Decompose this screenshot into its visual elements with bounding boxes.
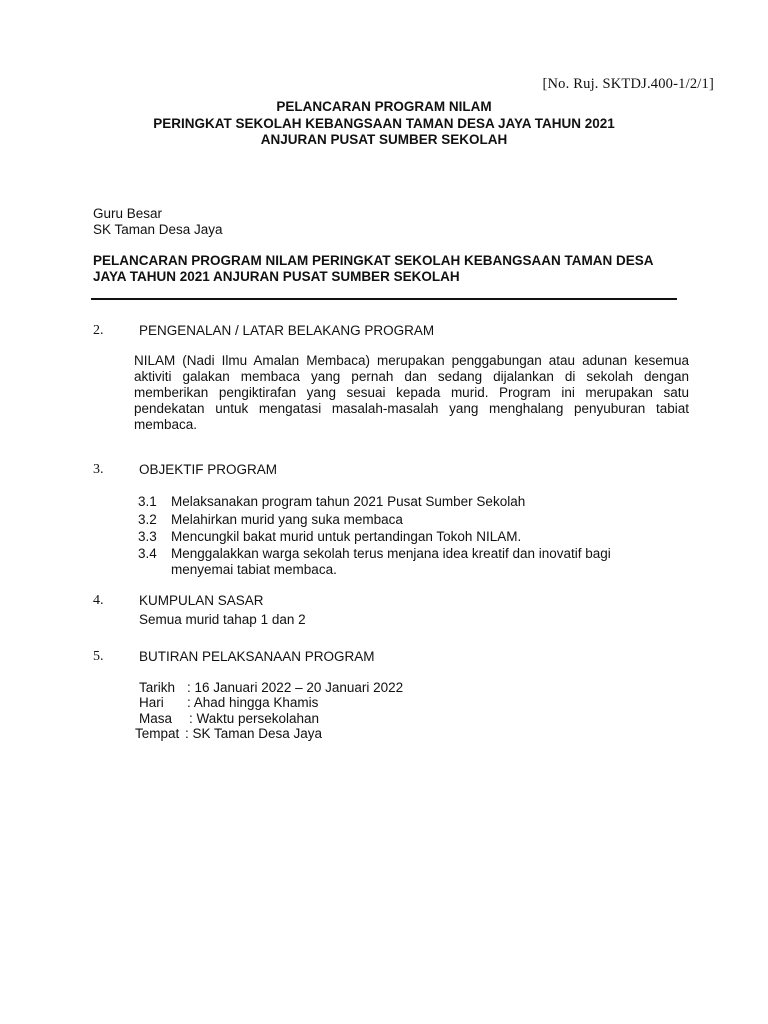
section-heading-target: KUMPULAN SASAR <box>139 593 264 608</box>
section-number-3: 3. <box>93 462 104 477</box>
detail-value-time: : Waktu persekolahan <box>189 711 320 726</box>
title-line-1: PELANCARAN PROGRAM NILAM <box>276 99 492 114</box>
objective-number: 3.2 <box>138 512 157 527</box>
section-number-5: 5. <box>93 649 104 664</box>
title-line-3: ANJURAN PUSAT SUMBER SEKOLAH <box>260 132 508 147</box>
recipient-school: SK Taman Desa Jaya <box>93 222 223 237</box>
objective-number: 3.3 <box>138 529 157 544</box>
reference-number: [No. Ruj. SKTDJ.400-1/2/1] <box>542 76 714 92</box>
detail-value-date: : 16 Januari 2022 – 20 Januari 2022 <box>187 680 404 695</box>
section-number-4: 4. <box>93 593 104 608</box>
detail-label-day: Hari <box>139 695 164 710</box>
objective-text: Melahirkan murid yang suka membaca <box>171 512 403 527</box>
objective-text-continued: menyemai tabiat membaca. <box>171 562 337 577</box>
detail-value-place: : SK Taman Desa Jaya <box>185 726 323 741</box>
objective-text: Melaksanakan program tahun 2021 Pusat Sumber Sekolah <box>171 494 526 509</box>
detail-label-date: Tarikh <box>139 680 176 695</box>
target-body: Semua murid tahap 1 dan 2 <box>139 612 306 627</box>
title-line-2: PERINGKAT SEKOLAH KEBANGSAAN TAMAN DESA JAYA TAHUN 2021 <box>153 116 615 131</box>
detail-value-day: : Ahad hingga Khamis <box>187 695 319 710</box>
objective-text: Menggalakkan warga sekolah terus menjana idea kreatif dan inovatif bagi <box>171 546 611 561</box>
subject-underline <box>91 298 677 300</box>
detail-label-place: Tempat <box>135 726 180 741</box>
objective-text: Mencungkil bakat murid untuk pertandingan Tokoh NILAM. <box>171 529 522 544</box>
section-heading-intro: PENGENALAN / LATAR BELAKANG PROGRAM <box>139 323 435 338</box>
subject-line-1: PELANCARAN PROGRAM NILAM PERINGKAT SEKOLAH KEBANGSAAN TAMAN DESA <box>93 253 654 268</box>
section-heading-details: BUTIRAN PELAKSANAAN PROGRAM <box>139 649 375 664</box>
section-number-2: 2. <box>93 323 104 338</box>
section-heading-objectives: OBJEKTIF PROGRAM <box>139 462 278 477</box>
recipient-title: Guru Besar <box>93 206 163 221</box>
subject-line-2: JAYA TAHUN 2021 ANJURAN PUSAT SUMBER SEKOLAH <box>93 269 460 284</box>
objective-number: 3.1 <box>138 494 157 509</box>
intro-paragraph: NILAM (Nadi Ilmu Amalan Membaca) merupakan penggabungan atau adunan kesemua aktiviti galakan membaca yang pernah dan sedang dijalankan di sekolah dengan memberikan pengiktirafan yang sesuai kepada murid. Program ini merupakan satu pendekatan untuk mengatasi masalah-masalah yang menghalang penyuburan tabiat membaca. <box>134 353 689 432</box>
detail-label-time: Masa <box>139 711 173 726</box>
objective-number: 3.4 <box>138 546 157 561</box>
